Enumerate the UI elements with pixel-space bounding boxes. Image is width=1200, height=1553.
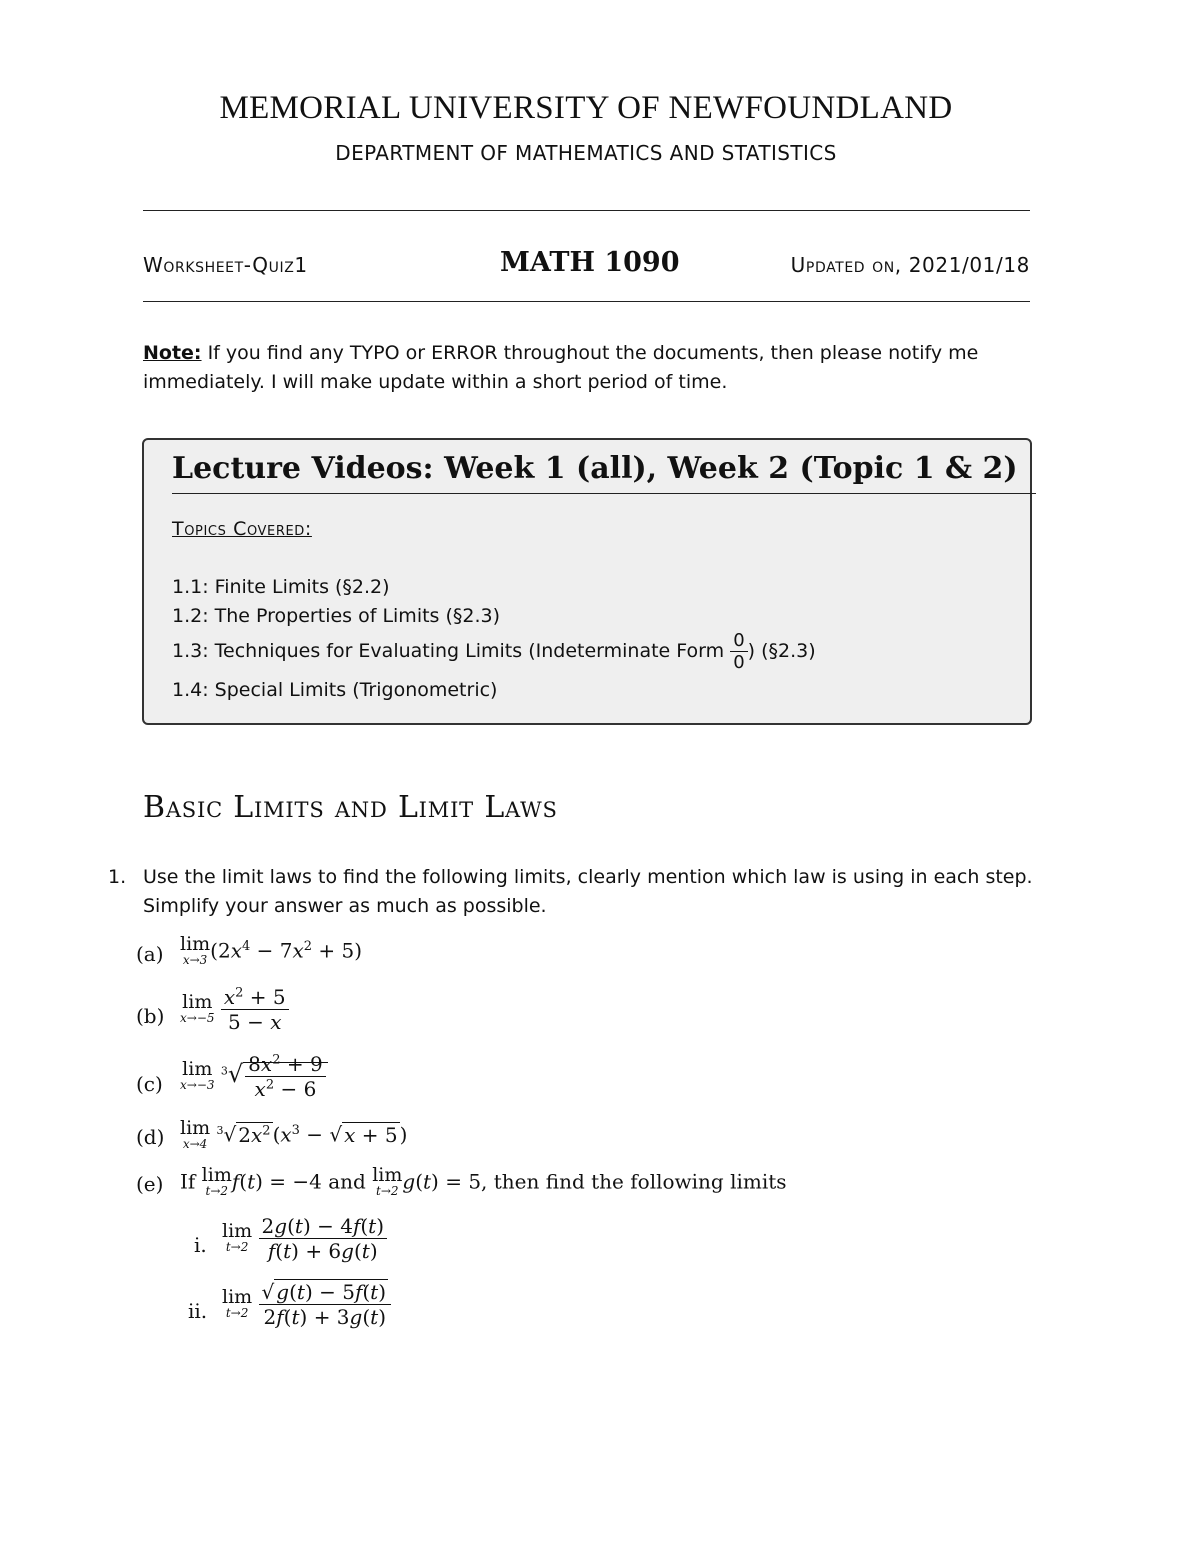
question-number: 1. bbox=[108, 866, 127, 888]
part-label: (c) bbox=[136, 1072, 163, 1096]
topic-3-text: 1.3: Techniques for Evaluating Limits (Indeterminate Form bbox=[172, 640, 725, 662]
part-d-expression: lim x→4 $^3$√ $2x^2$ ($x^3$ − √ x + 5 ) bbox=[180, 1117, 408, 1151]
header-rule-bottom bbox=[143, 301, 1030, 302]
zero-over-zero: $\frac{0}{0}$ bbox=[730, 630, 747, 673]
part-e-and: and bbox=[328, 1169, 366, 1194]
part-e-then: , then find the following limits bbox=[481, 1169, 787, 1194]
section-title: Basic Limits and Limit Laws bbox=[143, 790, 558, 825]
topic-item: 1.1: Finite Limits (§2.2) bbox=[172, 576, 390, 598]
part-b-expression: lim x→−5 $\frac{x^2 + 5}{5 - x}$ bbox=[180, 985, 289, 1034]
part-label: (d) bbox=[136, 1125, 165, 1149]
sub-part-label: ii. bbox=[188, 1299, 208, 1323]
topics-covered-header: Topics Covered: bbox=[172, 518, 312, 540]
part-c-expression: lim x→−3 $^3$√ $\frac{8x^2 + 9}{x^2 - 6}$ bbox=[180, 1052, 328, 1101]
topic-item: 1.4: Special Limits (Trigonometric) bbox=[172, 679, 498, 701]
part-e-expression: If lim t→2 f(t) = −4 and lim t→2 g(t) = 5, then find the following limits bbox=[180, 1164, 787, 1198]
question-text: Use the limit laws to find the following limits, clearly mention which law is using in each step. Simplify your answer as much as possible. bbox=[143, 866, 1033, 917]
note-label: Note: bbox=[143, 342, 202, 364]
topic-item-3 bbox=[172, 630, 816, 673]
course-code: MATH 1090 bbox=[500, 247, 680, 278]
part-e-ii-expression: lim t→2 $\frac{√ g(t) - 5f(t)}{2f(t) + 3g(t)}$ bbox=[222, 1280, 391, 1329]
part-e-if: If bbox=[180, 1169, 196, 1194]
note-paragraph bbox=[143, 339, 1030, 397]
sub-part-label: i. bbox=[194, 1233, 207, 1257]
part-e-i-expression: lim t→2 $\frac{2g(t) - 4f(t)}{f(t) + 6g(t)}$ bbox=[222, 1214, 387, 1263]
topic-item: 1.2: The Properties of Limits (§2.3) bbox=[172, 605, 501, 627]
topic-3-tail: ) (§2.3) bbox=[747, 640, 816, 662]
note-text: If you find any TYPO or ERROR throughout the documents, then please notify me immediately. I will make update within a short period of time. bbox=[143, 342, 979, 393]
part-a-expression: lim x→3 $(2x^4 - 7x^2 + 5)$ bbox=[180, 933, 363, 967]
worksheet-label: Worksheet-Quiz1 bbox=[143, 253, 308, 277]
updated-date: Updated on, 2021/01/18 bbox=[790, 253, 1030, 277]
lecture-title-underline bbox=[172, 493, 1036, 494]
university-name: MEMORIAL UNIVERSITY OF NEWFOUNDLAND bbox=[219, 90, 953, 126]
department-name: DEPARTMENT OF MATHEMATICS AND STATISTICS bbox=[335, 141, 837, 165]
lecture-videos-title: Lecture Videos: Week 1 (all), Week 2 (Topic 1 & 2) bbox=[172, 451, 1018, 486]
part-label: (a) bbox=[136, 942, 164, 966]
part-label: (b) bbox=[136, 1004, 165, 1028]
header-rule-top bbox=[143, 210, 1030, 211]
part-label: (e) bbox=[136, 1172, 164, 1196]
